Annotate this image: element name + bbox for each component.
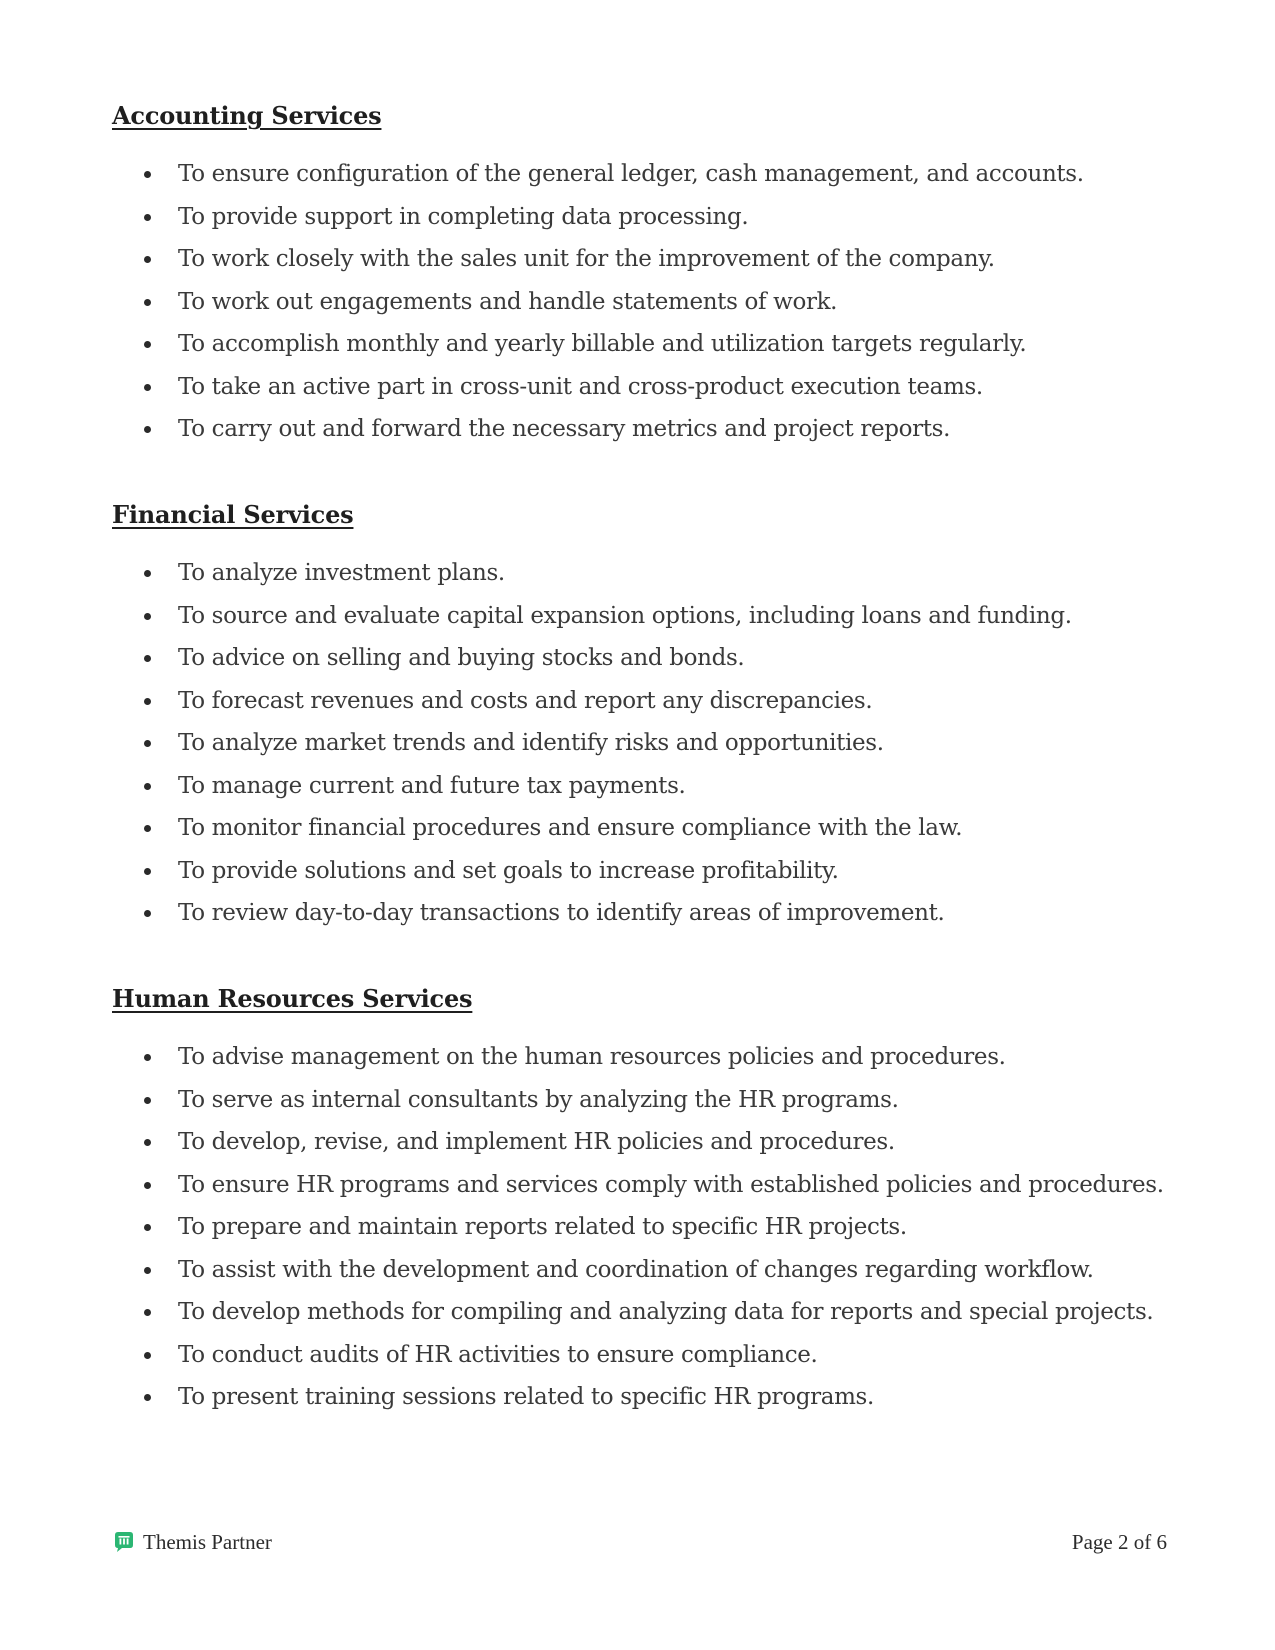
bullet-icon bbox=[144, 1054, 151, 1061]
list-item-text: To manage current and future tax payments. bbox=[178, 772, 686, 799]
bullet-icon bbox=[144, 426, 151, 433]
list-item bbox=[112, 1212, 1172, 1255]
list-item bbox=[112, 813, 1172, 856]
list-item bbox=[112, 1297, 1172, 1340]
bullet-icon bbox=[144, 698, 151, 705]
list-item bbox=[112, 1042, 1172, 1085]
list-item-text: To present training sessions related to specific HR programs. bbox=[178, 1384, 874, 1410]
list-item bbox=[112, 643, 1172, 686]
list-item bbox=[112, 856, 1172, 899]
list-item bbox=[112, 558, 1172, 601]
list-item-text: To analyze market trends and identify risks and opportunities. bbox=[178, 730, 884, 756]
bullet-icon bbox=[144, 1309, 151, 1316]
list-item-text: To provide solutions and set goals to increase profitability. bbox=[178, 857, 839, 884]
list-item-text: To take an active part in cross-unit and cross-product execution teams. bbox=[178, 373, 983, 400]
themis-logo-icon bbox=[112, 1531, 136, 1553]
list-item-text: To develop, revise, and implement HR policies and procedures. bbox=[178, 1129, 895, 1155]
list-item-text: To analyze investment plans. bbox=[178, 560, 505, 586]
page-number: Page 2 of 6 bbox=[1071, 1530, 1167, 1554]
section-heading: Financial Services bbox=[112, 500, 354, 529]
bullet-list bbox=[112, 558, 1172, 941]
list-item-text: To carry out and forward the necessary metrics and project reports. bbox=[178, 416, 951, 442]
list-item bbox=[112, 159, 1172, 202]
list-item bbox=[112, 329, 1172, 372]
bullet-icon bbox=[144, 1139, 151, 1146]
list-item-text: To accomplish monthly and yearly billable and utilization targets regularly. bbox=[178, 331, 1027, 357]
bullet-list bbox=[112, 159, 1172, 457]
bullet-icon bbox=[144, 740, 151, 747]
list-item bbox=[112, 686, 1172, 729]
list-item-text: To serve as internal consultants by analyzing the HR programs. bbox=[178, 1086, 899, 1113]
bullet-icon bbox=[144, 613, 151, 620]
bullet-icon bbox=[144, 256, 151, 263]
footer-brand bbox=[112, 1529, 272, 1555]
list-item-text: To monitor financial procedures and ensure compliance with the law. bbox=[178, 815, 963, 841]
list-item bbox=[112, 1255, 1172, 1298]
list-item bbox=[112, 771, 1172, 814]
bullet-icon bbox=[144, 171, 151, 178]
bullet-icon bbox=[144, 1224, 151, 1231]
bullet-icon bbox=[144, 1394, 151, 1401]
bullet-icon bbox=[144, 341, 151, 348]
list-item bbox=[112, 1382, 1172, 1425]
section-heading: Accounting Services bbox=[112, 101, 382, 130]
list-item bbox=[112, 1127, 1172, 1170]
list-item-text: To advise management on the human resources policies and procedures. bbox=[178, 1044, 1006, 1070]
section-heading: Human Resources Services bbox=[112, 984, 473, 1013]
list-item-text: To work out engagements and handle statements of work. bbox=[178, 288, 838, 315]
bullet-list bbox=[112, 1042, 1172, 1425]
bullet-icon bbox=[144, 1352, 151, 1359]
list-item bbox=[112, 372, 1172, 415]
bullet-icon bbox=[144, 1267, 151, 1274]
section-human-resources-services bbox=[112, 984, 1172, 1425]
list-item bbox=[112, 1170, 1172, 1213]
list-item bbox=[112, 1085, 1172, 1128]
list-item bbox=[112, 1340, 1172, 1383]
section-accounting-services bbox=[112, 101, 1172, 457]
section-financial-services bbox=[112, 500, 1172, 941]
list-item-text: To work closely with the sales unit for the improvement of the company. bbox=[178, 246, 995, 272]
list-item-text: To source and evaluate capital expansion options, including loans and funding. bbox=[178, 602, 1072, 629]
list-item-text: To advice on selling and buying stocks and bonds. bbox=[178, 645, 745, 671]
list-item-text: To forecast revenues and costs and report any discrepancies. bbox=[178, 687, 873, 714]
list-item bbox=[112, 202, 1172, 245]
list-item bbox=[112, 728, 1172, 771]
bullet-icon bbox=[144, 214, 151, 221]
bullet-icon bbox=[144, 910, 151, 917]
bullet-icon bbox=[144, 1182, 151, 1189]
bullet-icon bbox=[144, 570, 151, 577]
bullet-icon bbox=[144, 868, 151, 875]
bullet-icon bbox=[144, 384, 151, 391]
bullet-icon bbox=[144, 1097, 151, 1104]
bullet-icon bbox=[144, 783, 151, 790]
list-item bbox=[112, 287, 1172, 330]
list-item-text: To prepare and maintain reports related to specific HR projects. bbox=[178, 1214, 907, 1240]
list-item-text: To develop methods for compiling and analyzing data for reports and special projects. bbox=[178, 1299, 1154, 1325]
list-item bbox=[112, 898, 1172, 941]
list-item-text: To conduct audits of HR activities to ensure compliance. bbox=[178, 1341, 818, 1368]
list-item-text: To review day-to-day transactions to identify areas of improvement. bbox=[178, 900, 945, 926]
list-item bbox=[112, 601, 1172, 644]
list-item-text: To assist with the development and coordination of changes regarding workflow. bbox=[178, 1256, 1094, 1283]
bullet-icon bbox=[144, 825, 151, 832]
bullet-icon bbox=[144, 655, 151, 662]
list-item-text: To ensure HR programs and services comply with established policies and procedures. bbox=[178, 1171, 1164, 1198]
brand-name: Themis Partner bbox=[143, 1530, 272, 1554]
list-item bbox=[112, 244, 1172, 287]
list-item-text: To provide support in completing data processing. bbox=[178, 203, 749, 230]
bullet-icon bbox=[144, 299, 151, 306]
list-item-text: To ensure configuration of the general ledger, cash management, and accounts. bbox=[178, 161, 1084, 187]
list-item bbox=[112, 414, 1172, 457]
